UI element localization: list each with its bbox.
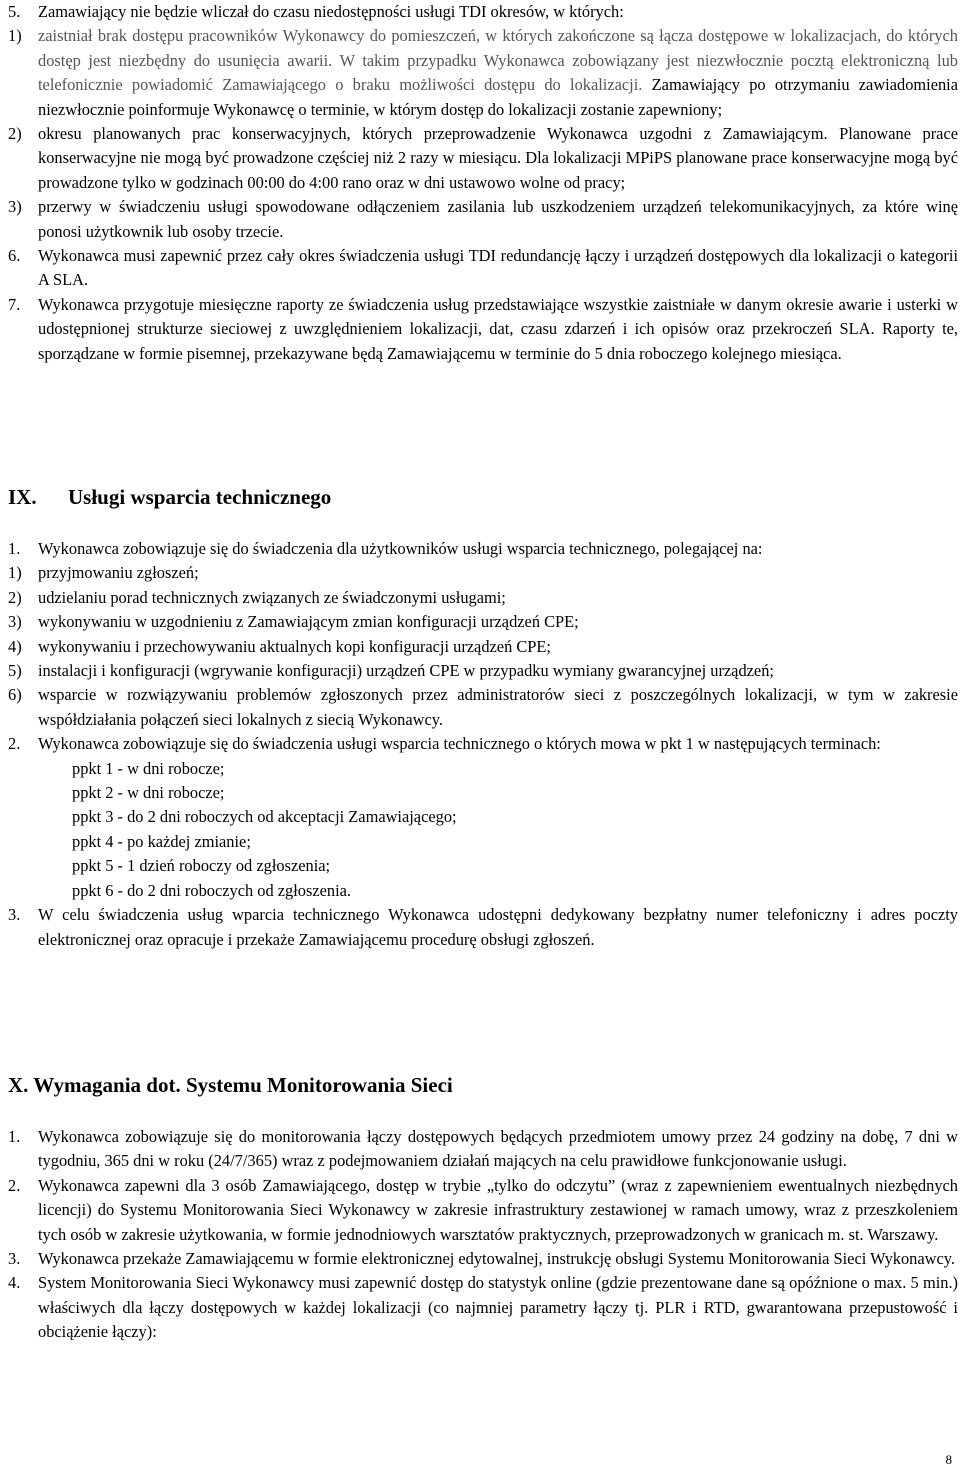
section-9-body xyxy=(8,537,958,952)
page-number: 8 xyxy=(945,1452,952,1467)
term-line: ppkt 6 - do 2 dni roboczych od zgłoszenia. xyxy=(72,880,352,900)
list-item-2 xyxy=(8,732,958,756)
sublist-item xyxy=(8,610,958,634)
sublist-item xyxy=(8,659,958,683)
sub-text: przerwy w świadczeniu usługi spowodowane odłączeniem zasilania lub uszkodzeniem urządzeń telekomunikacyjnych, za które winę ponosi użytkownik lub osoby trzecie. xyxy=(38,197,958,241)
sub-text: wsparcie w rozwiązywaniu problemów zgłoszonych przez administratorów sieci z poszczególnych lokalizacji, w tym w zakresie współdziałania połączeń sieci lokalnych z siecią Wykonawcy. xyxy=(38,685,958,729)
item-number: 1. xyxy=(8,539,21,558)
item-text: Wykonawca zapewni dla 3 osób Zamawiającego, dostęp w trybie „tylko do odczytu” (wraz z zapewnieniem ewentualnych niezbędnych licencji) do Systemu Monitorowania Sieci Wykonawcy w zakresie infrastruktury zestawionej w ramach umowy, wraz z przeszkoleniem tych osób w zakresie użytkowania, w formie jednodniowych warsztatów praktycznych, przeprowadzonych w granicach m. st. Warszawy. xyxy=(38,1175,958,1244)
item-number: 3. xyxy=(8,1249,21,1269)
section-8-continuation xyxy=(8,0,958,366)
list-item-2 xyxy=(8,1174,958,1247)
item-text: Wykonawca przygotuje miesięczne raporty ze świadczenia usług przedstawiające wszystkie zaistniałe w danym okresie awarie i usterki w udostępnionej strukturze sieciowej z uwzględnieniem lokalizacji, dat, czasu zdarzeń i ich opisów oraz przekroczeń SLA. Raporty te, sporządzane w formie pisemnej, przekazywane będą Zamawiającemu w terminie do 5 dnia roboczego kolejnego miesiąca. xyxy=(38,294,958,363)
item-number: 5. xyxy=(8,2,21,21)
sub-number: 3) xyxy=(8,612,22,632)
list-item-3 xyxy=(8,903,958,952)
list-item-3 xyxy=(8,1247,958,1271)
section-heading-x xyxy=(8,1072,453,1098)
sublist-item xyxy=(8,561,958,585)
sublist-item-3 xyxy=(8,195,958,244)
list-item-1 xyxy=(8,1125,958,1174)
item-text: W celu świadczenia usług wparcia technicznego Wykonawca udostępni dedykowany bezpłatny numer telefoniczny i adres poczty elektronicznej oraz opracuje i przekaże Zamawiającemu procedurę obsługi zgłoszeń. xyxy=(38,905,958,949)
term-line: ppkt 4 - po każdej zmianie; xyxy=(72,831,251,851)
sub-number: 2) xyxy=(8,124,22,144)
item-number: 2. xyxy=(8,734,21,754)
item-text: Wykonawca zobowiązuje się do świadczenia usługi wsparcia technicznego o których mowa w pkt 1 w następujących terminach: xyxy=(38,734,881,754)
section-10-body xyxy=(8,1125,958,1345)
sub-text: wykonywaniu i przechowywaniu aktualnych kopi konfiguracji urządzeń CPE; xyxy=(38,636,551,656)
item-number: 7. xyxy=(8,294,21,314)
item-number: 4. xyxy=(8,1273,21,1293)
list-item-1 xyxy=(8,537,958,561)
list-item-5 xyxy=(8,0,958,24)
sublist-item xyxy=(8,683,958,732)
item-number: 6. xyxy=(8,246,21,266)
item-text: System Monitorowania Sieci Wykonawcy musi zapewnić dostęp do statystyk online (gdzie prezentowane dane są opóźnione o max. 5 min.) właściwych dla łączy dostępowych w każdej lokalizacji (co najmniej parametry łączy tj. PLR i RTD, gwarantowana przepustowość i obciążenie łączy): xyxy=(38,1273,958,1342)
sub-number: 1) xyxy=(8,563,22,583)
sub-number: 2) xyxy=(8,587,22,607)
list-item-7 xyxy=(8,293,958,366)
sub-number: 3) xyxy=(8,197,22,217)
sub-text-grey: zaistniał brak dostępu pracowników Wykonawcy do pomieszczeń, w których zakończone są łącza dostępowe w lokalizacjach, do których dostęp jest niezbędny do usunięcia awarii. W takim przypadku Wykonawca zobowiązany jest niezwłocznie pocztą elektroniczną lub telefonicznie powiadomić Zamawiającego o braku możliwości dostępu do lokalizacji. xyxy=(38,26,958,95)
sub-text: okresu planowanych prac konserwacyjnych, których przeprowadzenie Wykonawca uzgodni z Zamawiającym. Planowane prace konserwacyjne nie mogą być prowadzone częściej niż 2 razy w miesiącu. Dla lokalizacji MPiPS planowane prace konserwacyjne mogą być prowadzone tylko w godzinach 00:00 do 4:00 rano oraz w dni ustawowo wolne od pracy; xyxy=(38,124,958,192)
list-item-6 xyxy=(8,244,958,293)
sublist-item-2 xyxy=(8,122,958,195)
item-text: Wykonawca zobowiązuje się do monitorowania łączy dostępowych będących przedmiotem umowy przez 24 godziny na dobę, 7 dni w tygodniu, 365 dni w roku (24/7/365) wraz z podejmowaniem działań mających na celu prawidłowe funkcjonowanie usługi. xyxy=(38,1127,958,1171)
section-number: X. xyxy=(8,1073,29,1097)
term-line: ppkt 1 - w dni robocze; xyxy=(72,758,225,778)
item-number: 1. xyxy=(8,1127,21,1146)
item-number: 3. xyxy=(8,905,21,925)
item-text: Zamawiający nie będzie wliczał do czasu niedostępności usługi TDI okresów, w których: xyxy=(38,2,624,21)
sub-text: udzielaniu porad technicznych związanych ze świadczonymi usługami; xyxy=(38,587,506,607)
section-heading-ix xyxy=(8,484,331,510)
item-text: Wykonawca musi zapewnić przez cały okres świadczenia usługi TDI redundancję łączy i urządzeń dostępowych dla lokalizacji o kategorii A SLA. xyxy=(38,246,958,290)
sub-text: wykonywaniu w uzgodnieniu z Zamawiającym zmian konfiguracji urządzeń CPE; xyxy=(38,612,579,632)
sublist-item xyxy=(8,586,958,610)
term-line: ppkt 3 - do 2 dni roboczych od akceptacji Zamawiającego; xyxy=(72,807,457,827)
sublist-item xyxy=(8,635,958,659)
term-line: ppkt 2 - w dni robocze; xyxy=(72,783,225,803)
sub-text: instalacji i konfiguracji (wgrywanie konfiguracji) urządzeń CPE w przypadku wymiany gwarancyjnej urządzeń; xyxy=(38,661,774,681)
sub-text: przyjmowaniu zgłoszeń; xyxy=(38,563,199,583)
list-item-4 xyxy=(8,1271,958,1344)
section-title: Usługi wsparcia technicznego xyxy=(68,485,332,509)
sub-number: 5) xyxy=(8,661,22,681)
item-text: Wykonawca zobowiązuje się do świadczenia dla użytkowników usługi wsparcia technicznego, polegającej na: xyxy=(38,539,763,558)
sub-number: 4) xyxy=(8,636,22,656)
item-number: 2. xyxy=(8,1175,21,1195)
sub-number: 1) xyxy=(8,26,22,46)
sub-text: Zamawiający po otrzymaniu zawiadomienia niezwłocznie poinformuje Wykonawcę o terminie, w którym dostęp do lokalizacji zostanie zapewniony; xyxy=(38,75,958,119)
section-number: IX. xyxy=(8,485,37,509)
sub-number: 6) xyxy=(8,685,22,705)
section-title: Wymagania dot. Systemu Monitorowania Sieci xyxy=(33,1073,453,1097)
sublist-item-1 xyxy=(8,24,958,122)
item-text: Wykonawca przekaże Zamawiającemu w formie elektronicznej edytowalnej, instrukcję obsługi Systemu Monitorowania Sieci Wykonawcy. xyxy=(38,1249,955,1269)
term-line: ppkt 5 - 1 dzień roboczy od zgłoszenia; xyxy=(72,856,331,876)
